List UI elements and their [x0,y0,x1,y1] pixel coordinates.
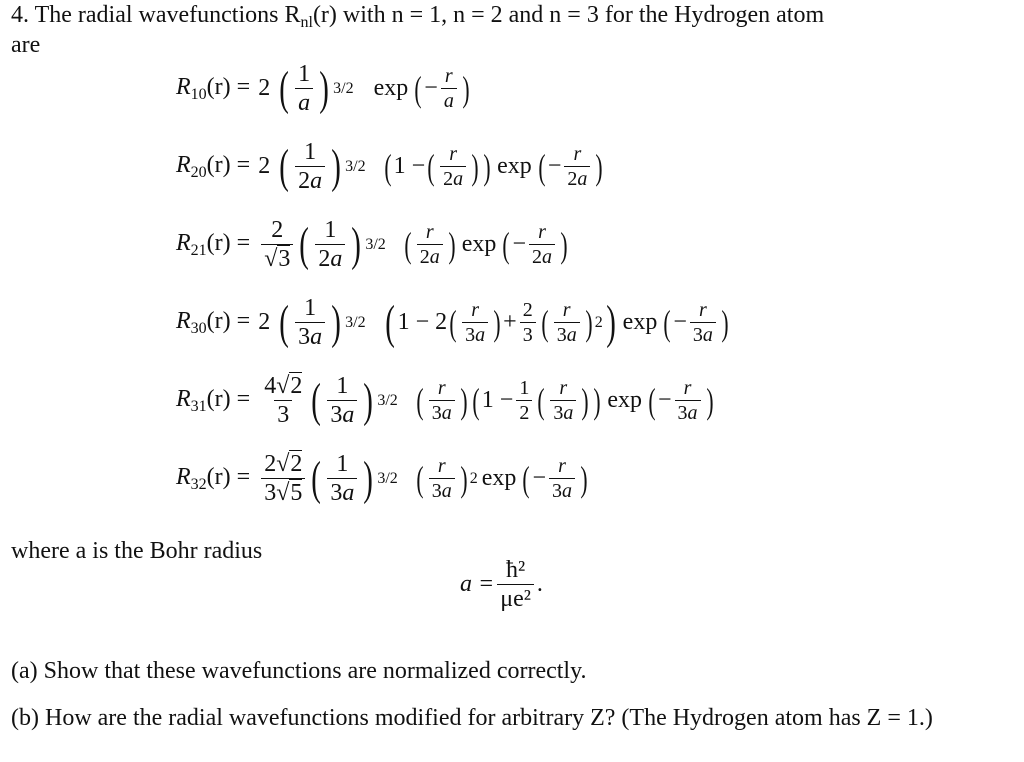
equation-r32: $R_{32}(r)$ = $\frac{2√2}{3√5}$ ( $\frac{1}{3a}$ ) 3/2 ( $\frac{r}{3a}$ ) 2 exp ( − $\frac{r}{3a}$ ) [176,451,588,506]
equation-r21: $R_{21}(r)$ = $\frac{2}{√3}$ ( $\frac{1}{2a}$ ) 3/2 ( $\frac{r}{2a}$ ) exp ( − $\frac{r}{2a}$ ) [176,217,568,272]
bohr-radius-text: where a is the Bohr radius [11,538,263,564]
intro-subscript: nl [300,14,313,31]
equation-lhs: $R_{30}(r)$ = [176,307,251,337]
equation-lhs: $R_{20}(r)$ = [176,151,251,181]
part-b: (b) How are the radial wavefunctions modified for arbitrary Z? (The Hydrogen atom has Z = 1.) [11,705,933,731]
problem-intro [11,0,824,38]
equation-lhs: $R_{10}(r)$ = [176,73,251,103]
equation-r10: $R_{10}(r)$ = 2 ( $\frac{1}{a}$ ) 3/2 exp ( − $\frac{r}{a}$ ) [176,61,470,116]
equation-lhs: $R_{32}(r)$ = [176,463,251,493]
equation-r20: $R_{20}(r)$ = 2 ( $\frac{1}{2a}$ ) 3/2 ( 1 − ( $\frac{r}{2a}$ ) ) exp ( − $\frac{r}{2a}$ ) [176,139,603,194]
equation-r30: $R_{30}(r)$ = 2 ( $\frac{1}{3a}$ ) 3/2 ( 1 − 2 ( $\frac{r}{3a}$ ) + $\frac{2}{3}$ ( $\frac{r}{3a}$ ) 2 ) exp ( − $\frac{r}{3a}$ ) [176,295,729,350]
bohr-fraction: $\frac{\text{ħ²}}{\text{μe²}}$ [497,558,534,611]
bohr-lhs: a = [460,571,495,597]
problem-intro-line2: are [11,32,41,58]
part-a: (a) Show that these wavefunctions are normalized correctly. [11,658,587,684]
equation-lhs: $R_{21}(r)$ = [176,229,251,259]
intro-text: 4. The radial wavefunctions R [11,2,301,28]
intro-text-rest: (r) with n = 1, n = 2 and n = 3 for the Hydrogen atom [312,2,825,28]
bohr-radius-equation: a = $\frac{\text{ħ²}}{\text{μe²}}$ . [460,557,543,612]
equation-r31: $R_{31}(r)$ = $\frac{4√2}{3}$ ( $\frac{1}{3a}$ ) 3/2 ( $\frac{r}{3a}$ ) ( 1 − $\frac{1}{2}$ ( $\frac{r}{3a}$ ) ) exp ( − $\frac{r}{3a}$ ) [176,373,714,428]
equation-lhs: $R_{31}(r)$ = [176,385,251,415]
